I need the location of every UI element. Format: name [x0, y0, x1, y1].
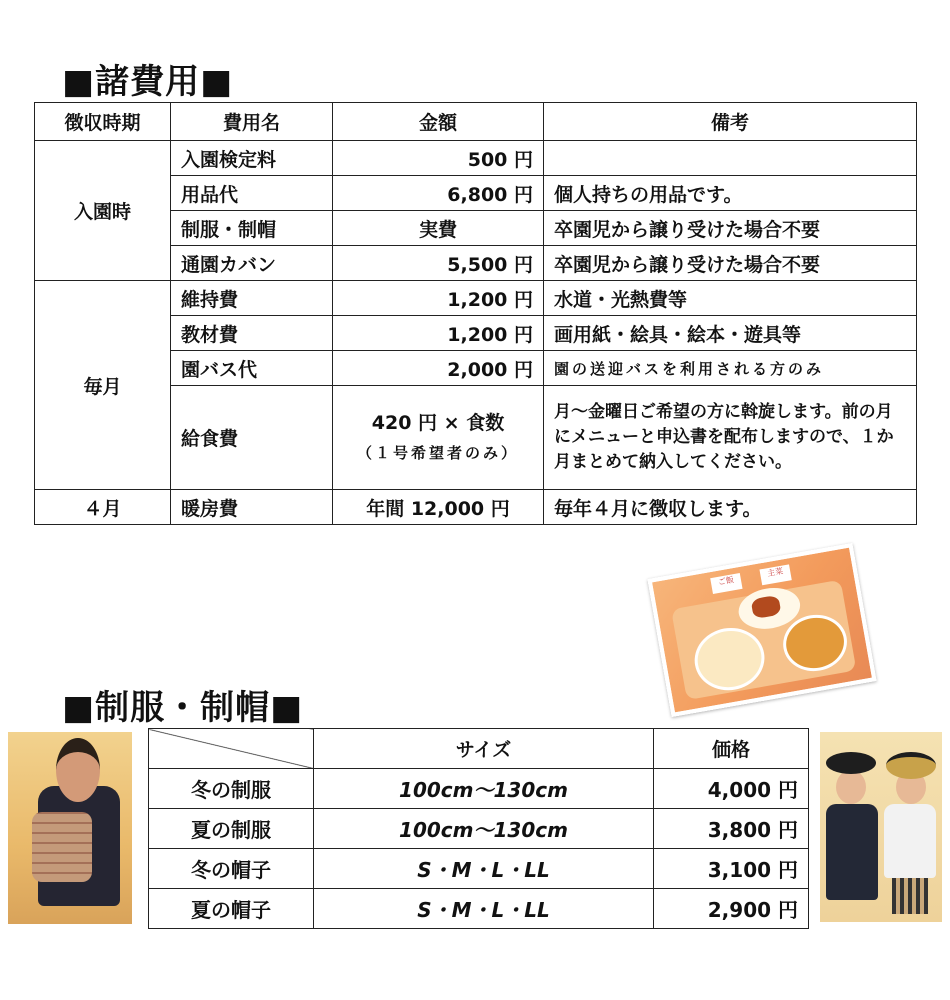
meal-amount-sub: （１号希望者のみ） — [356, 443, 519, 462]
period-april: ４月 — [35, 490, 171, 525]
fee-name: 用品代 — [171, 176, 333, 211]
table-row — [35, 281, 917, 316]
fees-section-title: ■諸費用■ — [62, 62, 234, 102]
fee-amount: 5,500 円 — [333, 246, 544, 281]
period-admission: 入園時 — [35, 141, 171, 281]
fee-amount: 実費 — [333, 211, 544, 246]
uniform-item: 冬の帽子 — [149, 849, 314, 889]
fee-amount: 1,200 円 — [333, 316, 544, 351]
uniform-price: 3,800 円 — [654, 809, 809, 849]
fees-header-row — [35, 103, 917, 141]
fee-note — [544, 141, 917, 176]
fee-note: 画用紙・絵具・絵本・遊具等 — [544, 316, 917, 351]
uniform-price: 3,100 円 — [654, 849, 809, 889]
fee-name: 入園検定料 — [171, 141, 333, 176]
fee-note: 園の送迎バスを利用される方のみ — [544, 351, 917, 386]
school-bag — [32, 812, 92, 882]
fee-amount: 1,200 円 — [333, 281, 544, 316]
uniform-item: 冬の制服 — [149, 769, 314, 809]
fees-header-period: 徴収時期 — [35, 103, 171, 141]
child-head — [56, 738, 100, 802]
fee-name: 園バス代 — [171, 351, 333, 386]
table-row — [149, 809, 809, 849]
uniform-price: 2,900 円 — [654, 889, 809, 929]
fee-amount: 500 円 — [333, 141, 544, 176]
uniform-price: 4,000 円 — [654, 769, 809, 809]
school-lunch-photo — [647, 543, 876, 717]
table-row — [149, 849, 809, 889]
fee-note: 毎年４月に徴収します。 — [544, 490, 917, 525]
fee-amount — [333, 386, 544, 490]
uniform-size: 100cm～130cm — [314, 769, 654, 809]
fee-amount: 年間 12,000 円 — [333, 490, 544, 525]
fees-header-amount: 金額 — [333, 103, 544, 141]
fee-name: 教材費 — [171, 316, 333, 351]
uniform-header-price: 価格 — [654, 729, 809, 769]
child-with-bag-photo — [8, 732, 132, 924]
fee-note: 卒園児から譲り受けた場合不要 — [544, 211, 917, 246]
fee-name: 通園カバン — [171, 246, 333, 281]
uniform-item: 夏の帽子 — [149, 889, 314, 929]
uniform-header-row — [149, 729, 809, 769]
fees-table — [34, 102, 917, 525]
table-row — [149, 769, 809, 809]
uniform-section-title: ■制服・制帽■ — [62, 688, 304, 728]
uniform-size: S・M・L・LL — [314, 849, 654, 889]
fee-note: 月～金曜日ご希望の方に斡旋します。前の月にメニューと申込書を配布しますので、１か月まとめて納入してください。 — [544, 386, 917, 490]
lunch-label-card: 主菜 — [759, 564, 791, 585]
fees-header-name: 費用名 — [171, 103, 333, 141]
meal-amount-main: 420 円 × 食数 — [371, 411, 505, 434]
fee-name: 暖房費 — [171, 490, 333, 525]
fee-amount: 6,800 円 — [333, 176, 544, 211]
fee-amount: 2,000 円 — [333, 351, 544, 386]
fee-name: 制服・制帽 — [171, 211, 333, 246]
period-monthly: 毎月 — [35, 281, 171, 490]
winter-uniform — [826, 804, 878, 900]
uniform-header-size: サイズ — [314, 729, 654, 769]
uniform-header-blank — [149, 729, 314, 769]
child-face — [836, 770, 866, 804]
winter-hat — [826, 752, 876, 774]
lunch-label-card: ご飯 — [710, 573, 742, 594]
children-in-uniform-photo — [820, 732, 942, 922]
fees-header-note: 備考 — [544, 103, 917, 141]
child-legs — [892, 878, 928, 914]
table-row — [149, 889, 809, 929]
fee-note: 卒園児から譲り受けた場合不要 — [544, 246, 917, 281]
table-row — [35, 490, 917, 525]
uniform-size: S・M・L・LL — [314, 889, 654, 929]
uniform-table — [148, 728, 809, 929]
summer-hat — [886, 752, 936, 779]
fee-name: 維持費 — [171, 281, 333, 316]
fee-note: 水道・光熱費等 — [544, 281, 917, 316]
uniform-item: 夏の制服 — [149, 809, 314, 849]
fee-name: 給食費 — [171, 386, 333, 490]
summer-uniform — [884, 804, 936, 878]
fee-note: 個人持ちの用品です。 — [544, 176, 917, 211]
uniform-size: 100cm～130cm — [314, 809, 654, 849]
table-row — [35, 141, 917, 176]
